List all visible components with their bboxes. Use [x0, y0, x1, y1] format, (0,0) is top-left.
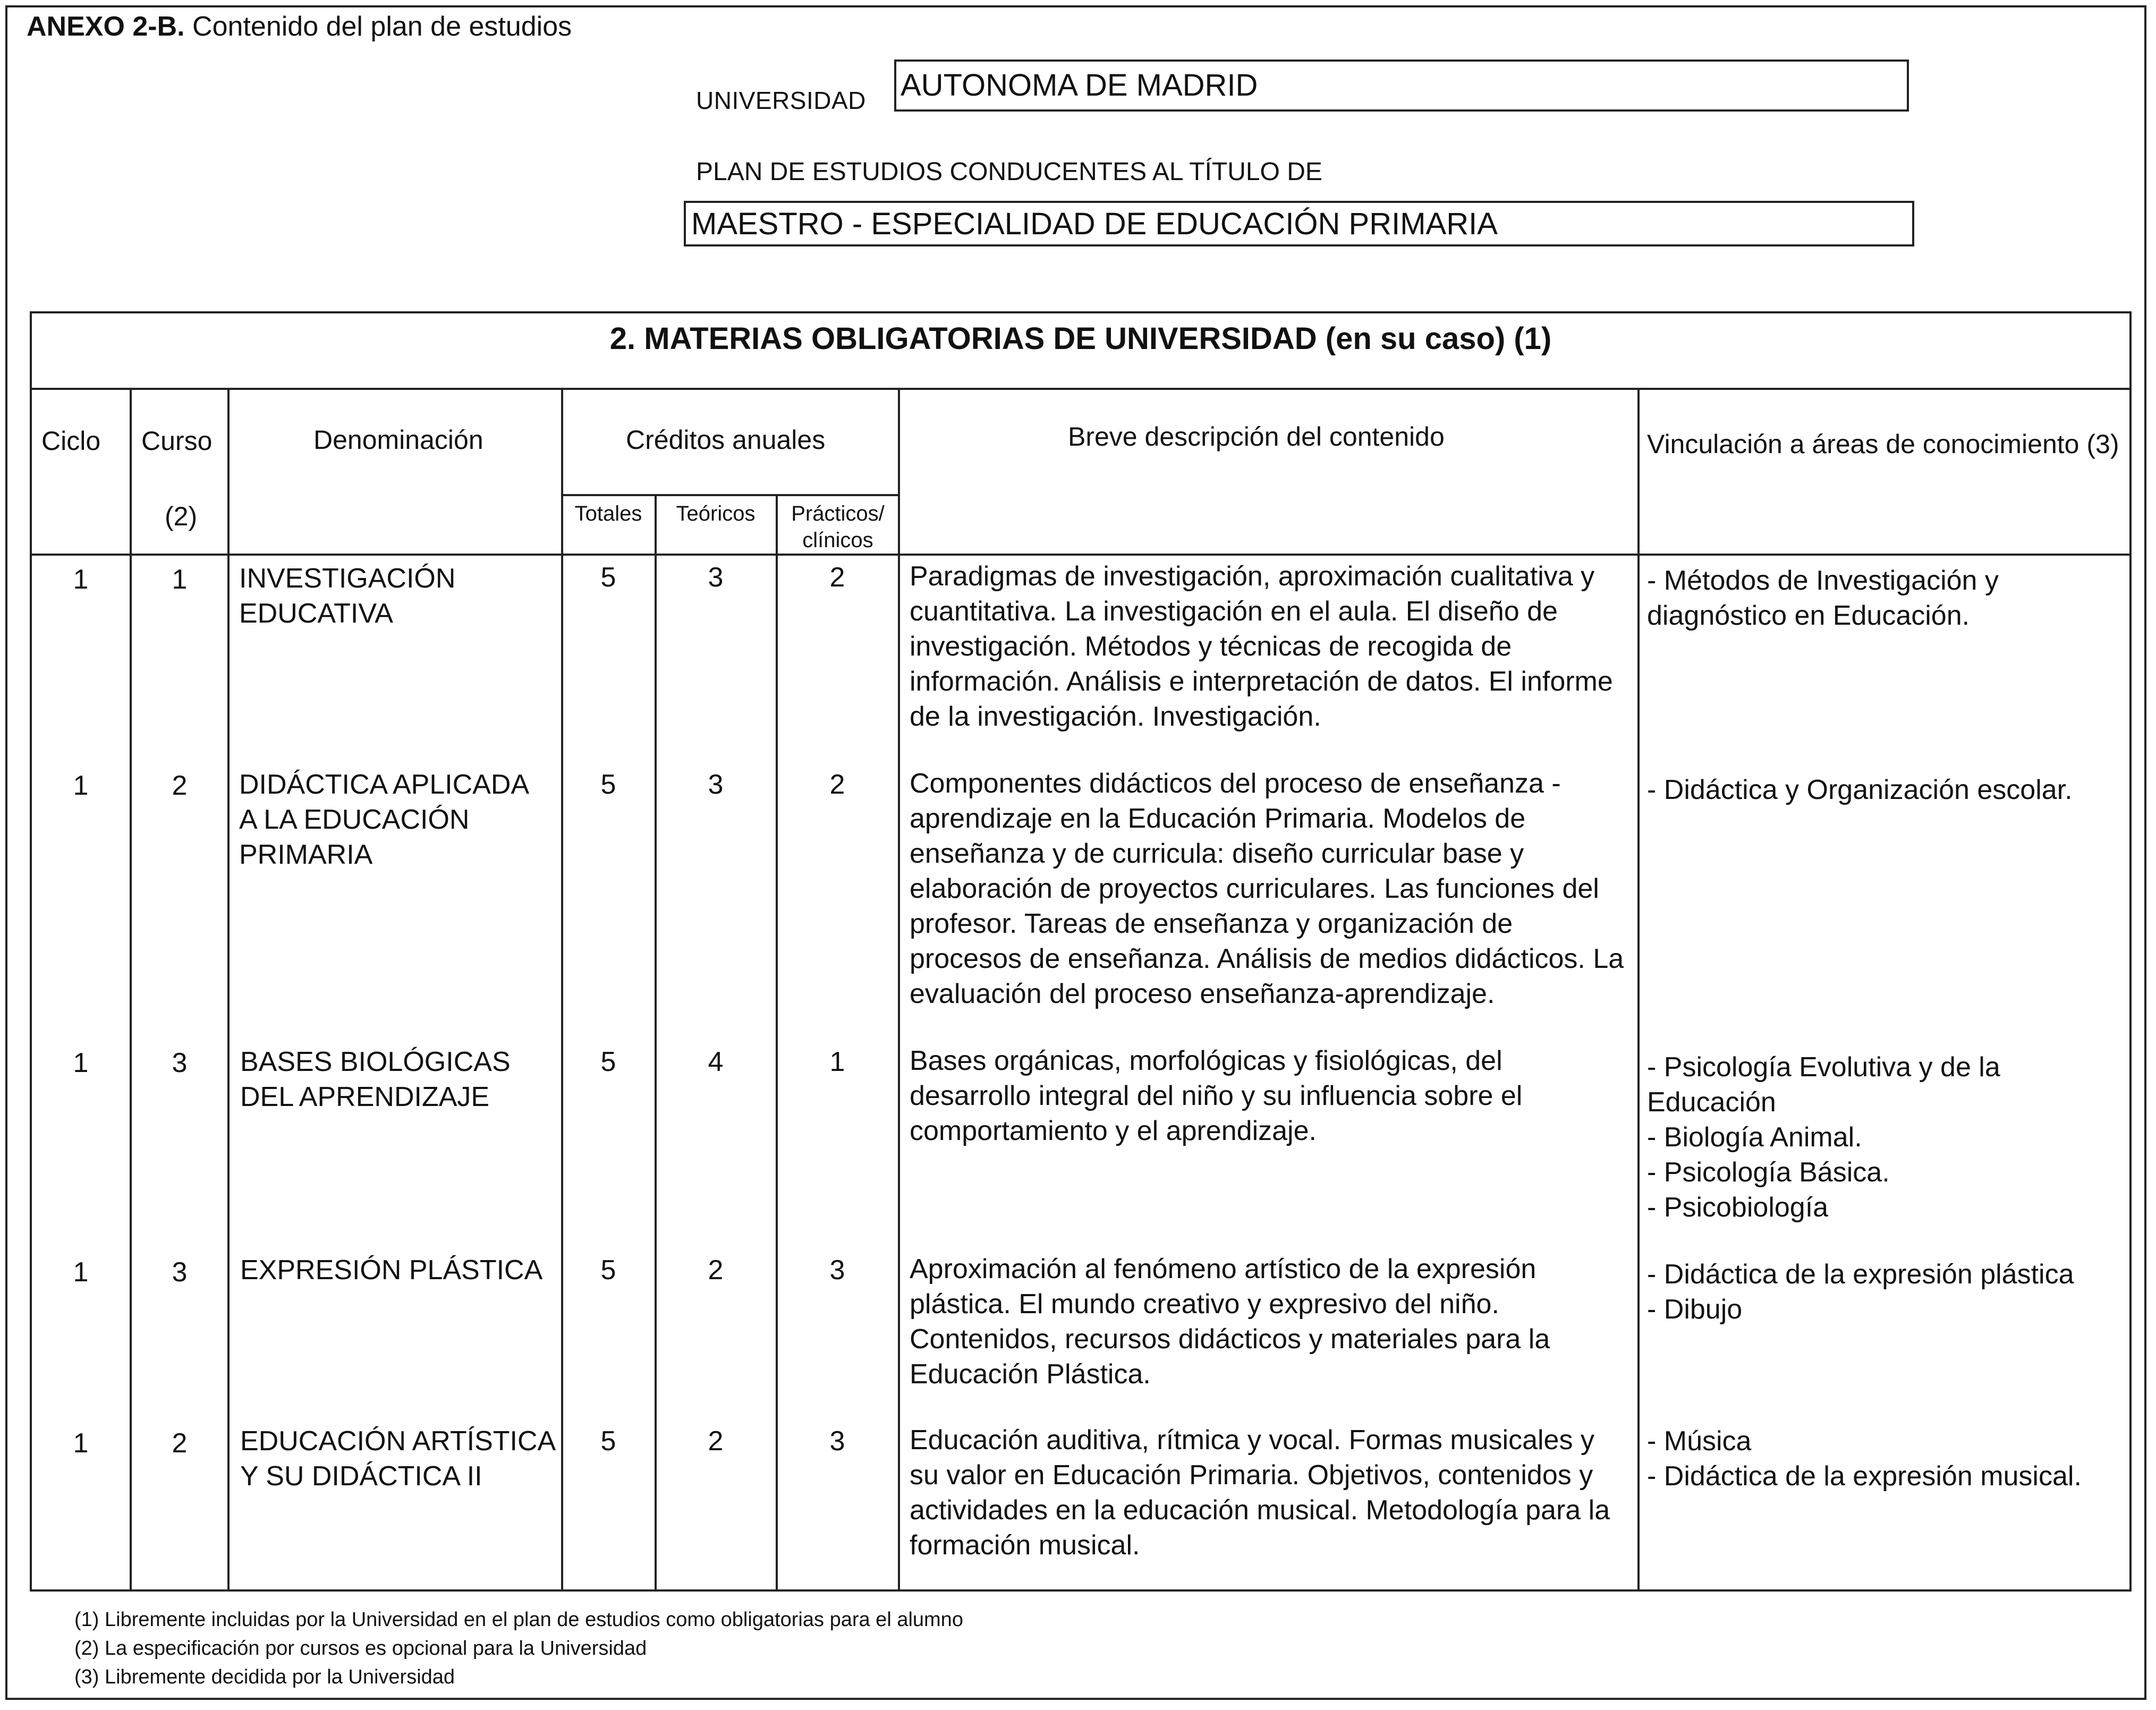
row-5-curso: 2: [172, 1428, 188, 1459]
row-2-totales: 5: [600, 769, 616, 800]
row-5-vinculacion: [1647, 1424, 2125, 1494]
row-4-descripcion: Aproximación al fenómeno artístico de la expresión plástica. El mundo creativo y expresivo del niño. Contenidos, recursos didácticos y materiales para la Educación Plástica.: [910, 1254, 1550, 1390]
header-curso-note: (2): [165, 501, 198, 531]
header-practicos: Prácticos/ clínicos: [791, 502, 885, 552]
row-2-practicos: 2: [829, 769, 845, 800]
footnote-3: (3) Libremente decidida por la Universidad: [74, 1666, 455, 1688]
column-divider: [898, 390, 900, 1589]
vinculacion-item: - Biología Animal.: [1647, 1122, 1862, 1153]
row-5-ciclo: 1: [73, 1428, 89, 1459]
header-denominacion: Denominación: [313, 425, 483, 455]
row-2-denominacion: DIDÁCTICA APLICADA A LA EDUCACIÓN PRIMARIA: [239, 769, 528, 870]
row-4-teoricos: 2: [708, 1255, 724, 1286]
row-1-teoricos: 3: [708, 562, 724, 593]
vinculacion-item: - Métodos de Investigación y diagnóstico en Educación.: [1647, 565, 1999, 631]
vinculacion-item: - Música: [1647, 1426, 1752, 1457]
header-bottom-rule: [32, 554, 2129, 556]
header-vinculacion: Vinculación a áreas de conocimiento (3): [1647, 429, 2119, 459]
row-3-ciclo: 1: [73, 1048, 89, 1078]
row-4-vinculacion: [1647, 1257, 2125, 1327]
vinculacion-item: - Didáctica y Organización escolar.: [1647, 775, 2073, 805]
column-divider: [227, 390, 230, 1589]
row-5-teoricos: 2: [708, 1426, 724, 1457]
row-1-curso: 1: [172, 564, 188, 595]
titulo-field: MAESTRO - ESPECIALIDAD DE EDUCACIÓN PRIMARIA: [684, 201, 1914, 246]
row-5-descripcion: Educación auditiva, rítmica y vocal. Formas musicales y su valor en Educación Primaria. Objetivos, contenidos y actividades en la educación musical. Metodología para la formación musical.: [910, 1425, 1610, 1561]
row-3-descripcion: Bases orgánicas, morfológicas y fisiológicas, del desarrollo integral del niño y su influencia sobre el comportamiento y el aprendizaje.: [910, 1045, 1523, 1146]
row-3-totales: 5: [600, 1047, 616, 1077]
footnote-2: (2) La especificación por cursos es opcional para la Universidad: [74, 1637, 647, 1660]
header-curso: Curso: [141, 426, 213, 456]
row-2-vinculacion: [1647, 772, 2125, 807]
row-2-curso: 2: [172, 770, 188, 801]
header-totales: Totales: [574, 502, 642, 525]
universidad-field: AUTONOMA DE MADRID: [894, 59, 1909, 112]
row-1-ciclo: 1: [73, 564, 89, 595]
row-1-practicos: 2: [829, 562, 845, 593]
row-5-denominacion: EDUCACIÓN ARTÍSTICA Y SU DIDÁCTICA II: [240, 1426, 555, 1492]
vinculacion-item: - Psicología Evolutiva y de la Educación: [1647, 1052, 2000, 1118]
materias-table: [30, 311, 2132, 1592]
row-3-curso: 3: [172, 1048, 188, 1078]
row-4-ciclo: 1: [73, 1257, 89, 1288]
row-1-descripcion: Paradigmas de investigación, aproximación cualitativa y cuantitativa. La investigación en el aula. El diseño de investigación. Métodos y técnicas de recogida de información. Análisis e interpretación de datos. El informe de la investigación. Investigación.: [910, 561, 1613, 732]
row-3-practicos: 1: [829, 1047, 845, 1077]
header-descripcion: Breve descripción del contenido: [1068, 422, 1445, 452]
row-5-totales: 5: [600, 1426, 616, 1457]
row-3-teoricos: 4: [708, 1047, 724, 1077]
row-4-curso: 3: [172, 1257, 188, 1288]
header-ciclo: Ciclo: [41, 426, 101, 456]
footnote-1: (1) Libremente incluidas por la Universidad en el plan de estudios como obligatorias para el alumno: [74, 1609, 963, 1631]
plan-label: PLAN DE ESTUDIOS CONDUCENTES AL TÍTULO DE: [696, 158, 1322, 186]
header-subdivider: [561, 494, 898, 496]
header-creditos: Créditos anuales: [626, 425, 826, 455]
row-3-denominacion: BASES BIOLÓGICAS DEL APRENDIZAJE: [240, 1047, 511, 1112]
document-heading: [27, 10, 572, 44]
vinculacion-item: - Dibujo: [1647, 1294, 1743, 1325]
row-1-vinculacion: [1647, 563, 2125, 633]
universidad-label: UNIVERSIDAD: [696, 87, 866, 114]
row-3-vinculacion: [1647, 1050, 2125, 1225]
row-1-denominacion: INVESTIGACIÓN EDUCATIVA: [239, 563, 456, 629]
row-5-practicos: 3: [829, 1426, 845, 1457]
anexo-label: ANEXO 2-B.: [27, 11, 185, 42]
vinculacion-item: - Psicología Básica.: [1647, 1157, 1890, 1188]
row-4-denominacion: EXPRESIÓN PLÁSTICA: [240, 1255, 543, 1286]
table-section-title: 2. MATERIAS OBLIGATORIAS DE UNIVERSIDAD (en su caso) (1): [32, 313, 2129, 390]
vinculacion-item: - Psicobiología: [1647, 1192, 1829, 1223]
row-2-descripcion: Componentes didácticos del proceso de enseñanza - aprendizaje en la Educación Primaria. Modelos de enseñanza y de curricula: diseño curricular base y elaboración de proyectos curriculares. Las funciones del profesor. Tareas de enseñanza y organización de procesos de enseñanza. Análisis de medios didácticos. La evaluación del proceso enseñanza-aprendizaje.: [910, 768, 1624, 1009]
row-4-totales: 5: [600, 1255, 616, 1286]
row-2-ciclo: 1: [73, 770, 89, 801]
row-4-practicos: 3: [829, 1255, 845, 1286]
row-2-teoricos: 3: [708, 769, 724, 800]
column-divider: [1637, 390, 1640, 1589]
row-1-totales: 5: [600, 562, 616, 593]
footnotes: [74, 1605, 963, 1691]
header-teoricos: Teóricos: [676, 502, 756, 525]
vinculacion-item: - Didáctica de la expresión musical.: [1647, 1461, 2082, 1492]
anexo-subtitle: Contenido del plan de estudios: [184, 11, 572, 42]
vinculacion-item: - Didáctica de la expresión plástica: [1647, 1259, 2074, 1290]
